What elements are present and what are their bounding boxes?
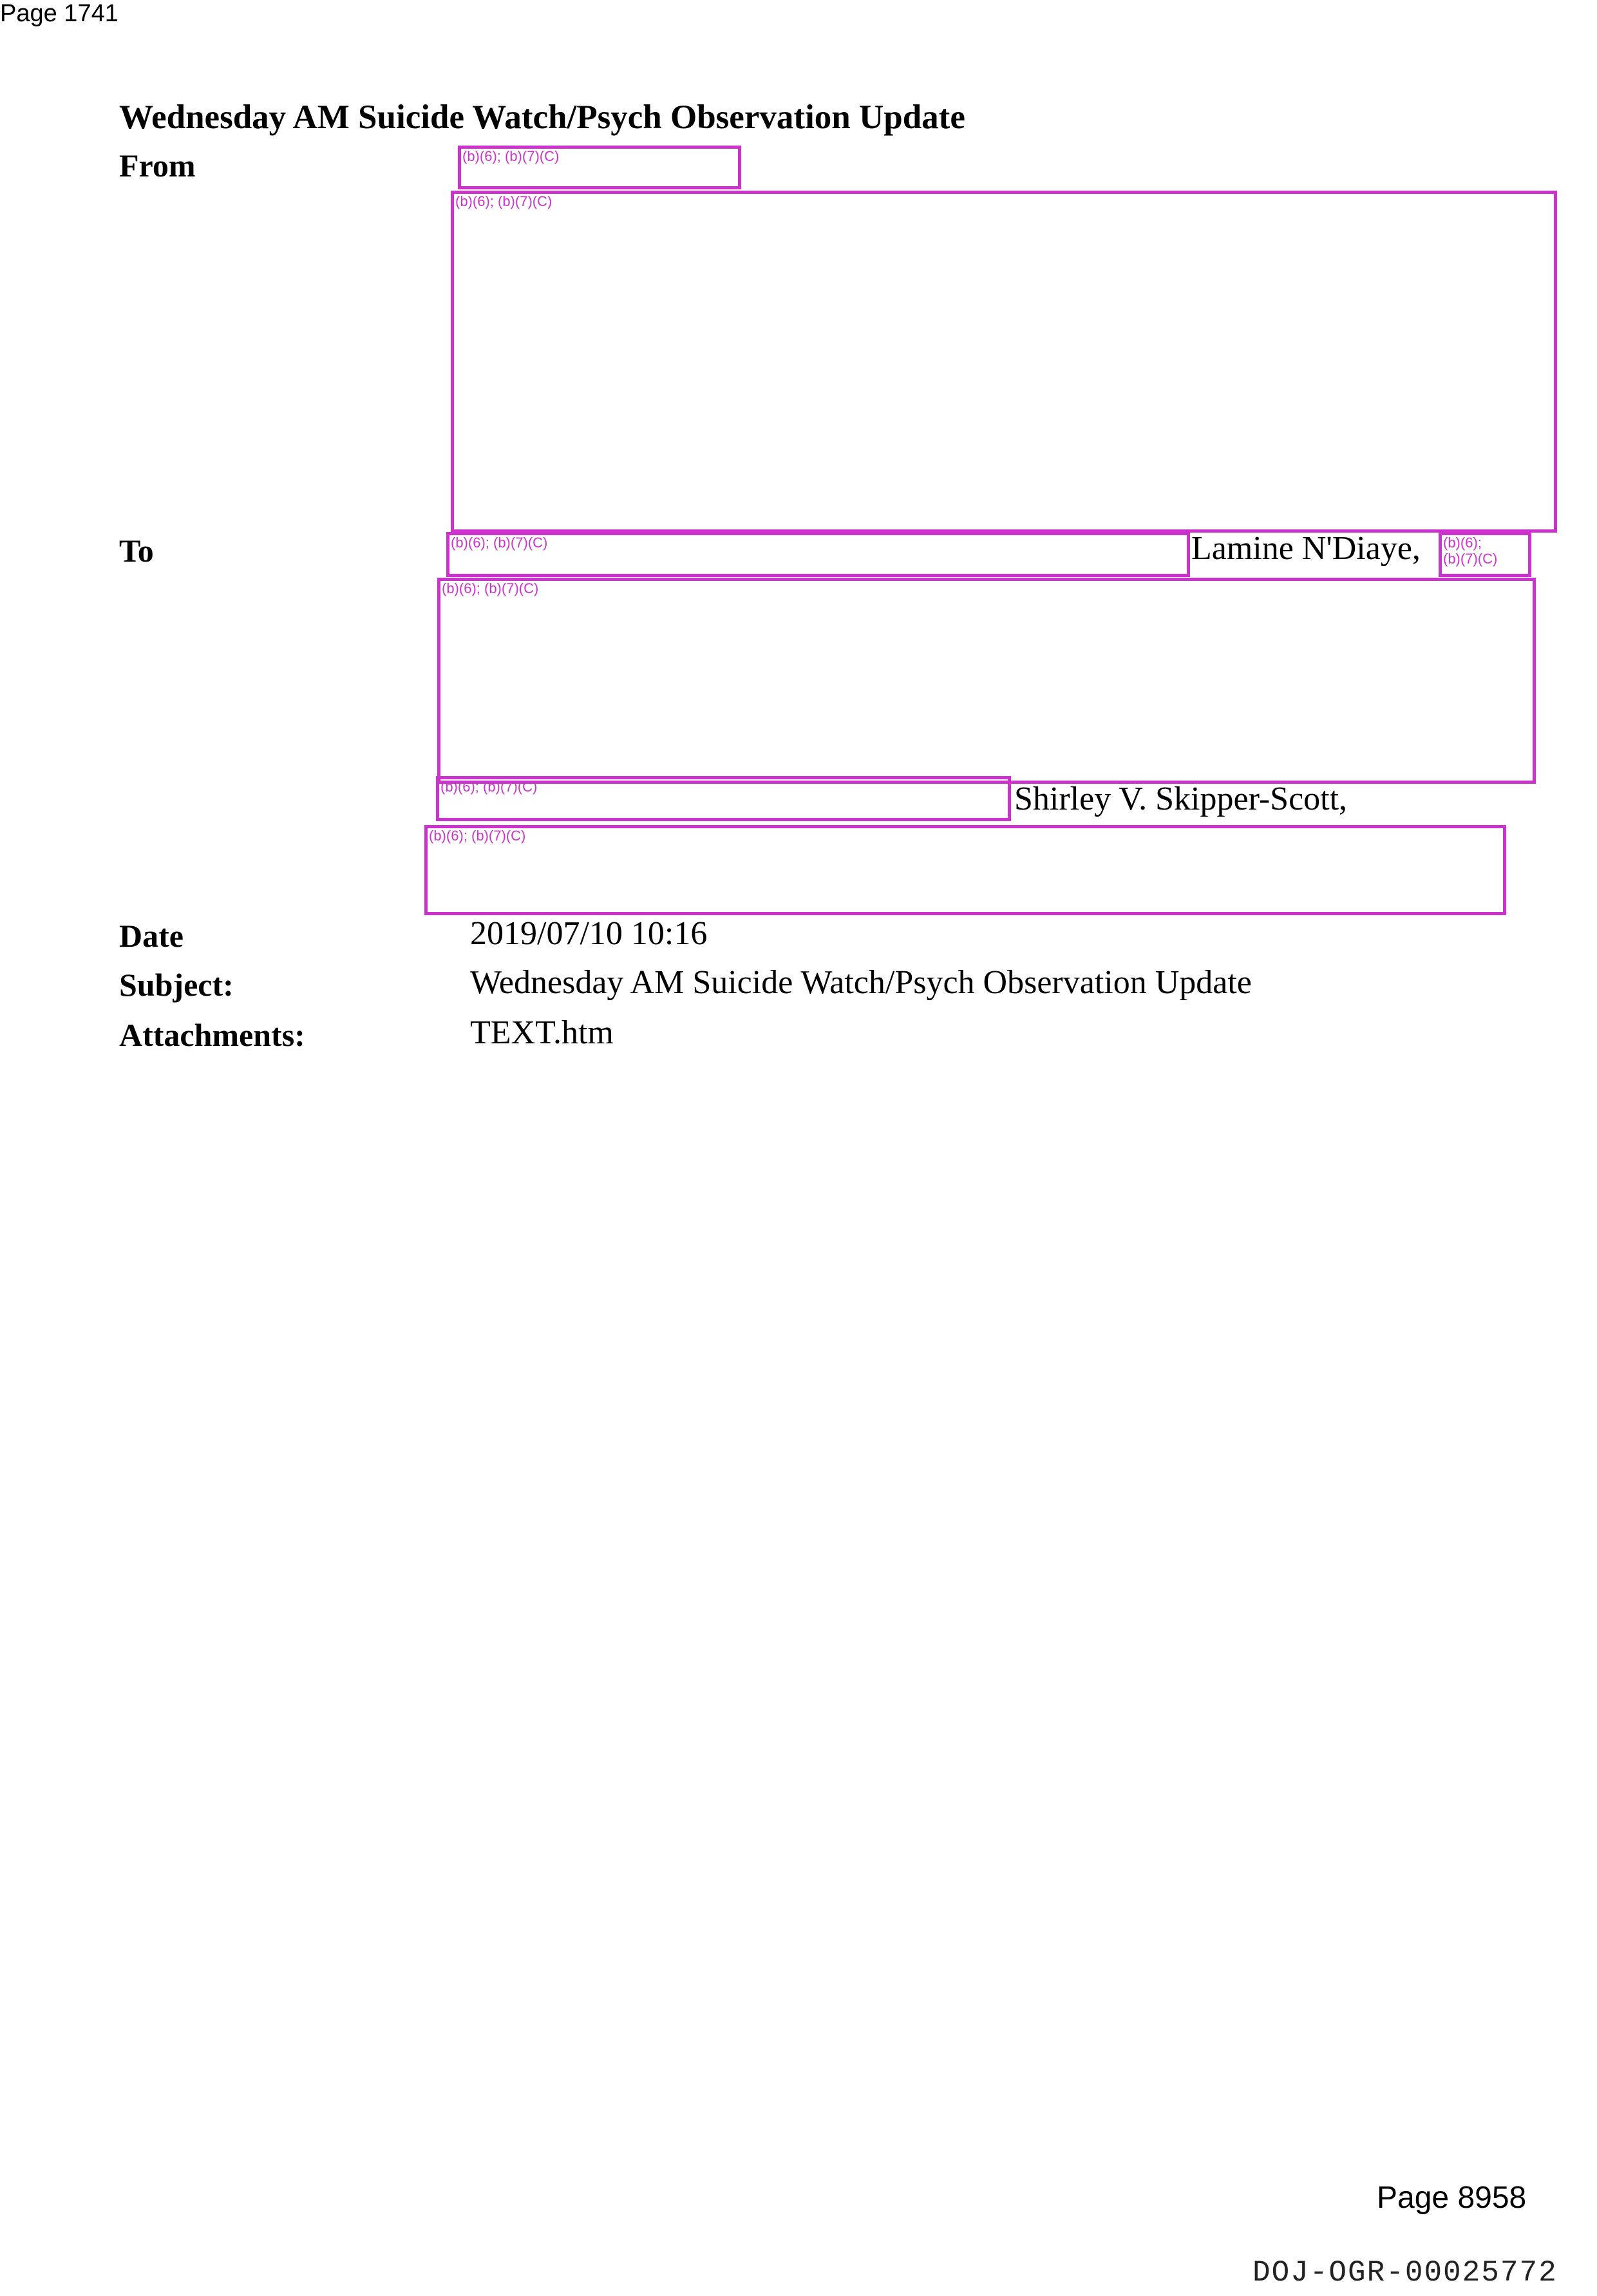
recipient-name-2: Shirley V. Skipper-Scott, <box>1014 781 1348 817</box>
subject-value: Wednesday AM Suicide Watch/Psych Observation Update <box>470 964 1252 1001</box>
redaction-code: (b)(6); (b)(7)(C) <box>462 148 560 164</box>
attachments-label: Attachments: <box>119 1017 305 1053</box>
attachment-file[interactable]: TEXT.htm <box>470 1014 614 1051</box>
subject-label: Subject: <box>119 967 234 1003</box>
date-value: 2019/07/10 10:16 <box>470 915 708 952</box>
redaction-box-from-2 <box>451 191 1557 533</box>
redaction-code: (b)(6); (b)(7)(C) <box>440 779 538 795</box>
top-page-number: Page 1741 <box>0 0 118 27</box>
redaction-box-to-3 <box>437 578 1536 784</box>
redaction-box-from-1 <box>458 146 741 189</box>
redaction-code: (b)(6); (b)(7)(C) <box>455 193 553 209</box>
redaction-code-line2: (b)(7)(C) <box>1443 551 1498 567</box>
redaction-code: (b)(6); (b)(7)(C) <box>429 828 526 844</box>
to-label: To <box>119 533 154 569</box>
document-title: Wednesday AM Suicide Watch/Psych Observation Update <box>119 99 965 136</box>
redaction-code: (b)(6); (b)(7)(C) <box>442 580 539 596</box>
bates-number: DOJ-OGR-00025772 <box>1252 2256 1558 2290</box>
from-label: From <box>119 147 196 184</box>
redaction-code-line1: (b)(6); <box>1443 535 1482 551</box>
recipient-name-1: Lamine N'Diaye, <box>1191 530 1421 567</box>
redaction-box-to-5 <box>424 825 1506 915</box>
date-label: Date <box>119 918 184 954</box>
redaction-box-to-1 <box>446 532 1190 577</box>
redaction-box-to-2 <box>1439 532 1531 577</box>
bottom-page-number: Page 8958 <box>1377 2181 1527 2215</box>
redaction-box-to-4 <box>436 776 1011 821</box>
redaction-code: (b)(6); (b)(7)(C) <box>451 535 548 551</box>
